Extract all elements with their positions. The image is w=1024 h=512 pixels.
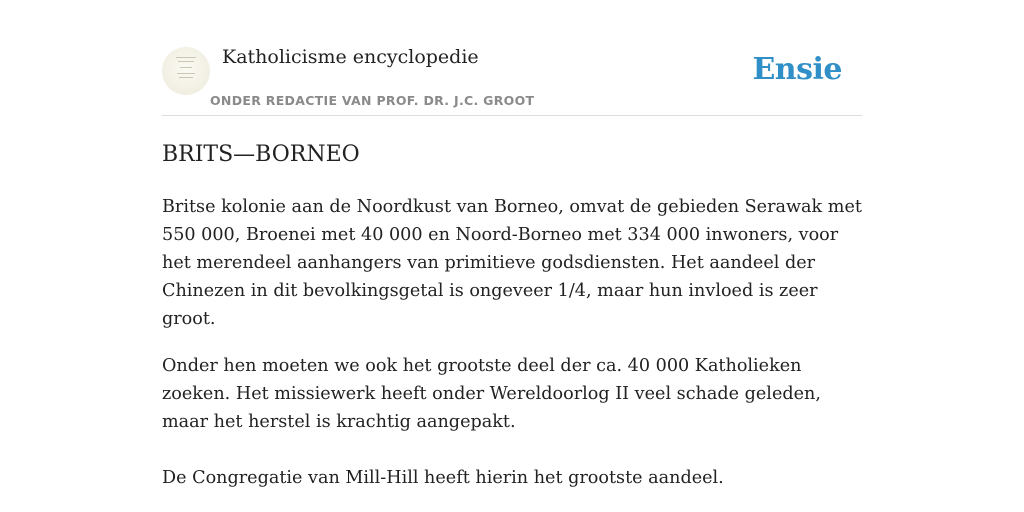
entry-paragraph: Britse kolonie aan de Noordkust van Borneo, omvat de gebieden Serawak met 550 000, Broenei met 40 000 en Noord-Borneo met 334 000 inwoners, voor het merendeel aanhangers van primitieve godsdiensten. Het aandeel der Chinezen in dit bevolkingsgetal is ongeveer 1/4, maar hun invloed is zeer groot. <box>162 197 862 329</box>
ensie-logo[interactable]: Ensie <box>752 52 842 87</box>
editor-subtitle: ONDER REDACTIE VAN PROF. DR. J.C. GROOT <box>210 93 535 108</box>
book-title[interactable]: Katholicisme encyclopedie <box>222 46 479 68</box>
entry-content <box>162 140 862 492</box>
entry-headword: BRITS—BORNEO <box>162 142 360 167</box>
book-cover-icon[interactable] <box>162 47 210 95</box>
entry-paragraph: De Congregatie van Mill-Hill heeft hierin het grootste aandeel. <box>162 468 724 488</box>
entry-paragraph: Onder hen moeten we ook het grootste deel der ca. 40 000 Katholieken zoeken. Het missiewerk heeft onder Wereldoorlog II veel schade geleden, maar het herstel is krachtig aangepakt. <box>162 356 821 432</box>
site-header <box>162 40 862 116</box>
